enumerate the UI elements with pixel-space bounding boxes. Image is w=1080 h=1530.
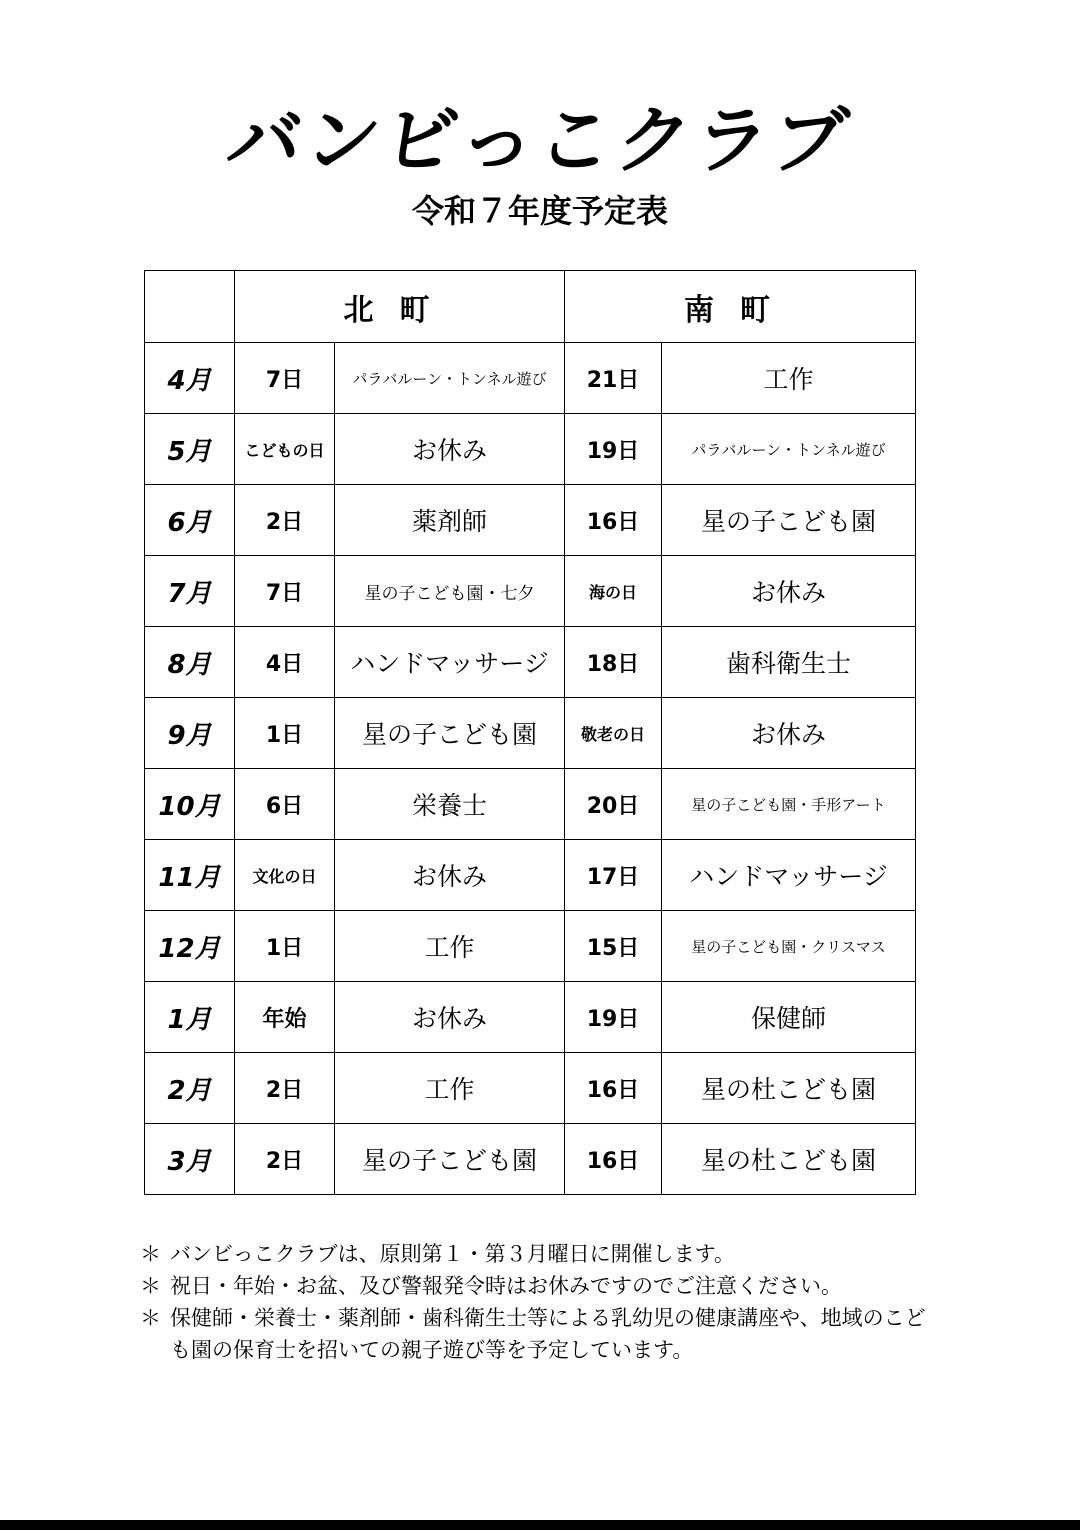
note-bullet: ＊ [140,1306,161,1330]
note-text: 祝日・年始・お盆、及び警報発令時はお休みですのでご注意ください。 [170,1274,842,1298]
table-row [145,911,916,982]
table-row [145,1124,916,1195]
north-day-cell: 年始 [235,982,335,1053]
month-cell: 7月 [145,556,235,627]
south-event-cell: パラバルーン・トンネル遊び [662,414,916,485]
south-day-cell: 海の日 [565,556,662,627]
table-row [145,556,916,627]
south-event-cell: お休み [662,556,916,627]
month-cell: 6月 [145,485,235,556]
month-cell: 9月 [145,698,235,769]
south-event-cell: 工作 [662,343,916,414]
notes-section [140,1238,940,1366]
south-event-cell: 歯科衛生士 [662,627,916,698]
north-day-cell: 2日 [235,485,335,556]
north-event-cell: 星の子こども園・七夕 [335,556,565,627]
month-cell: 1月 [145,982,235,1053]
south-day-cell: 19日 [565,982,662,1053]
table-row [145,627,916,698]
note-bullet: ＊ [140,1274,161,1298]
south-day-cell: 20日 [565,769,662,840]
south-day-cell: 19日 [565,414,662,485]
south-day-cell: 18日 [565,627,662,698]
bottom-bar [0,1520,1080,1530]
south-event-cell: ハンドマッサージ [662,840,916,911]
table-header-row [145,271,916,343]
north-event-cell: 薬剤師 [335,485,565,556]
south-event-cell: お休み [662,698,916,769]
table-row [145,414,916,485]
north-event-cell: 栄養士 [335,769,565,840]
north-event-cell: 工作 [335,1053,565,1124]
north-event-cell: お休み [335,414,565,485]
north-day-cell: 文化の日 [235,840,335,911]
page-title: バンビっこクラブ [221,98,857,184]
north-event-cell: お休み [335,982,565,1053]
north-day-cell: 1日 [235,911,335,982]
north-day-cell: 1日 [235,698,335,769]
header-south-town: 南町 [565,271,916,343]
south-day-cell: 21日 [565,343,662,414]
note-bullet: ＊ [140,1242,161,1266]
south-day-cell: 敬老の日 [565,698,662,769]
north-day-cell: 2日 [235,1053,335,1124]
page-subtitle: 令和７年度予定表 [411,192,668,230]
north-event-cell: ハンドマッサージ [335,627,565,698]
north-day-cell: 6日 [235,769,335,840]
note-text: 保健師・栄養士・薬剤師・歯科衛生士等による乳幼児の健康講座や、地域のこども園の保育士を招いての親子遊び等を予定しています。 [170,1306,926,1362]
north-day-cell: こどもの日 [235,414,335,485]
month-cell: 11月 [145,840,235,911]
table-row [145,485,916,556]
schedule-table [144,270,916,1195]
month-cell: 10月 [145,769,235,840]
note-item [140,1270,940,1302]
table-row [145,698,916,769]
south-day-cell: 17日 [565,840,662,911]
north-event-cell: お休み [335,840,565,911]
south-day-cell: 15日 [565,911,662,982]
table-row [145,343,916,414]
table-row [145,769,916,840]
note-item [140,1302,940,1366]
header-north-town: 北町 [235,271,565,343]
table-row [145,982,916,1053]
north-event-cell: 星の子こども園 [335,698,565,769]
month-cell: 4月 [145,343,235,414]
south-event-cell: 保健師 [662,982,916,1053]
south-event-cell: 星の子こども園・クリスマス [662,911,916,982]
north-day-cell: 7日 [235,556,335,627]
south-event-cell: 星の子こども園 [662,485,916,556]
north-day-cell: 4日 [235,627,335,698]
month-cell: 5月 [145,414,235,485]
month-cell: 8月 [145,627,235,698]
north-day-cell: 7日 [235,343,335,414]
table-row [145,840,916,911]
note-text: バンビっこクラブは、原則第１・第３月曜日に開催します。 [170,1242,735,1266]
header-empty-cell [145,271,235,343]
south-day-cell: 16日 [565,1124,662,1195]
north-event-cell: パラバルーン・トンネル遊び [335,343,565,414]
south-event-cell: 星の杜こども園 [662,1053,916,1124]
month-cell: 2月 [145,1053,235,1124]
north-event-cell: 工作 [335,911,565,982]
month-cell: 3月 [145,1124,235,1195]
south-day-cell: 16日 [565,485,662,556]
north-day-cell: 2日 [235,1124,335,1195]
south-event-cell: 星の子こども園・手形アート [662,769,916,840]
south-event-cell: 星の杜こども園 [662,1124,916,1195]
table-row [145,1053,916,1124]
note-item [140,1238,940,1270]
north-event-cell: 星の子こども園 [335,1124,565,1195]
month-cell: 12月 [145,911,235,982]
south-day-cell: 16日 [565,1053,662,1124]
